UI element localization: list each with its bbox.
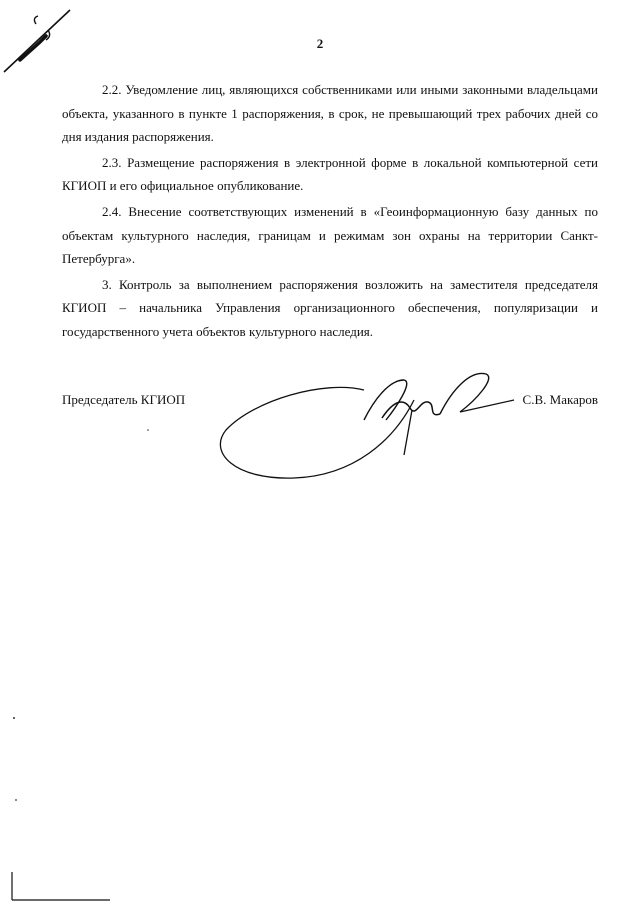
signature-block (62, 392, 598, 412)
paragraph-2-2: 2.2. Уведомление лиц, являющихся собственниками или иными законными владельцами объекта, указанного в пункте 1 распоряжения, в срок, не превышающий трех рабочих дней со дня издания распоряжения. (62, 82, 598, 145)
handwritten-signature (214, 360, 534, 490)
signer-name: С.В. Макаров (522, 392, 598, 407)
page-number: 2 (316, 36, 324, 51)
signer-title: Председатель КГИОП (62, 392, 186, 407)
document-body (62, 78, 598, 346)
paragraph-2-4: 2.4. Внесение соответствующих изменений в «Геоинформационную базу данных по объектам культурного наследия, границам и режимам зон охраны на территории Санкт-Петербурга». (62, 203, 598, 267)
paragraph-3: 3. Контроль за выполнением распоряжения возложить на заместителя председателя КГИОП – начальника Управления организационного обеспечения, популяризации и государственного учета объектов культурного наследия. (62, 276, 598, 339)
paragraph-2-3: 2.3. Размещение распоряжения в электронной форме в локальной компьютерной сети КГИОП и его официальное опубликование. (62, 154, 598, 194)
